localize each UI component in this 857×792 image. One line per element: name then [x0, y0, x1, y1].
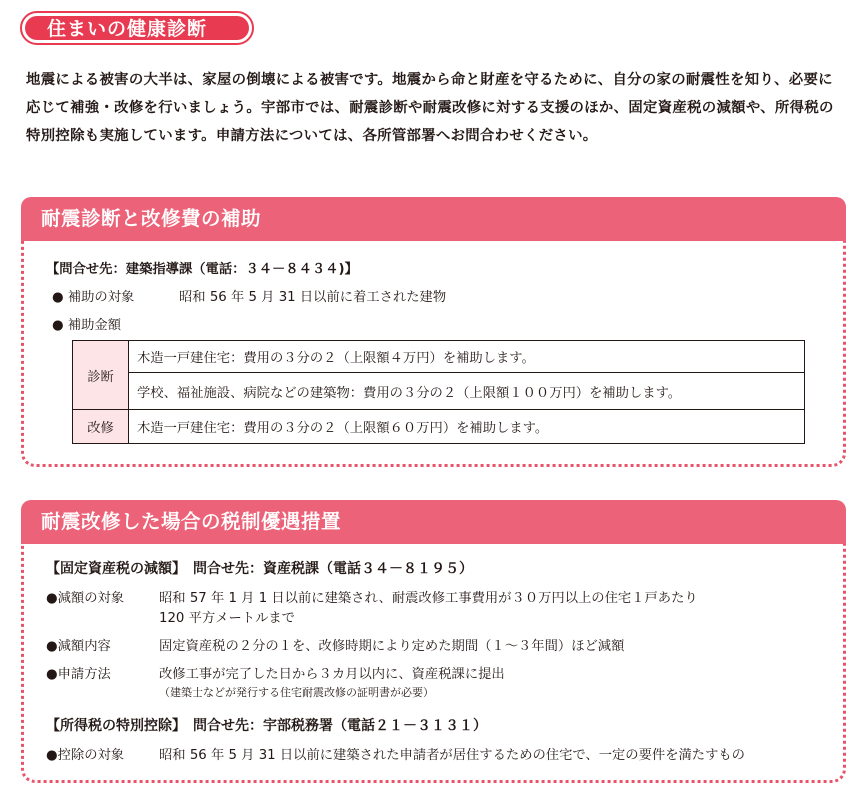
item-value: 改修工事が完了した日から３カ月以内に、資産税課に提出 — [159, 667, 505, 682]
item-note: （建築士などが発行する住宅耐震改修の証明書が必要） — [159, 686, 434, 699]
fixed-tax-heading: 【固定資産税の減額】 問合せ先：資産税課（電話３４－８１９５） — [46, 561, 473, 577]
table-row — [73, 341, 805, 373]
tax-section — [21, 500, 846, 783]
item-value-cont: 120 平方メートルまで — [159, 611, 295, 626]
kaishu-label: 改修 — [73, 410, 129, 444]
item-label: ●減額内容 — [46, 639, 111, 654]
page-title: 住まいの健康診断 — [25, 16, 249, 40]
subsidy-section-header: 耐震診断と改修費の補助 — [21, 197, 846, 241]
shindan-row-2: 学校、福祉施設、病院などの建築物：費用の３分の２（上限額１００万円）を補助します。 — [129, 373, 805, 410]
table-row — [73, 410, 805, 444]
subsidy-target-value: 昭和 56 年 5 月 31 日以前に着工された建物 — [179, 290, 447, 305]
table-row — [73, 373, 805, 410]
intro-paragraph: 地震による被害の大半は、家屋の倒壊による被害です。地震から命と財産を守るために、自分の家の耐震性を知り、必要に応じて補強・改修を行いましょう。宇部市では、耐震診断や耐震改修に対する支援のほか、固定資産税の減額や、所得税の特別控除も実施しています。申請方法については、各所管部署へお問合わせください。 — [26, 72, 834, 144]
item-value: 昭和 57 年 1 月 1 日以前に建築され、耐震改修工事費用が３０万円以上の住宅１戸あたり — [159, 591, 698, 606]
item-label: ●申請方法 — [46, 667, 111, 682]
item-value: 固定資産税の２分の１を、改修時期により定めた期間（１～３年間）ほど減額 — [159, 639, 625, 654]
shindan-label: 診断 — [73, 341, 129, 410]
item-label: ●減額の対象 — [46, 591, 125, 606]
subsidy-target-label: ● 補助の対象 — [52, 290, 135, 305]
subsidy-contact: 【問合せ先：建築指導課（電話：３４－８４３４)】 — [46, 262, 358, 277]
tax-section-header: 耐震改修した場合の税制優遇措置 — [21, 500, 846, 544]
shindan-row-1: 木造一戸建住宅：費用の３分の２（上限額４万円）を補助します。 — [129, 341, 805, 373]
kaishu-row: 木造一戸建住宅：費用の３分の２（上限額６０万円）を補助します。 — [129, 410, 805, 444]
subsidy-table — [72, 340, 805, 444]
page-title-badge — [20, 11, 254, 45]
income-value: 昭和 56 年 5 月 31 日以前に建築された申請者が居住するための住宅で、一定の要件を満たすもの — [159, 748, 745, 763]
income-tax-heading: 【所得税の特別控除】 問合せ先：宇部税務署（電話２１－３１３１） — [46, 718, 487, 734]
income-label: ●控除の対象 — [46, 748, 125, 763]
subsidy-section — [21, 197, 846, 467]
subsidy-amount-label: ● 補助金額 — [52, 318, 122, 333]
